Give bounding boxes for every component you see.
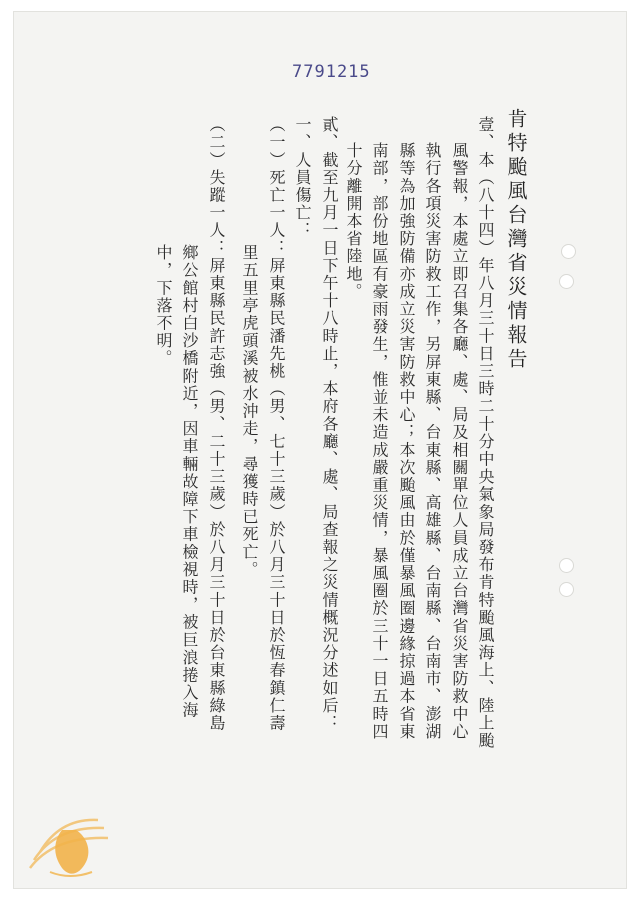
text-column: 十分離開本省陸地。 [344,142,363,301]
text-column: 風警報，本處立即召集各廳、處、局及相關單位人員成立台灣省災害防救中心 [450,142,469,741]
text-column: 貳、截至九月一日下午十八時止，本府各廳、處、局查報之災情概況分述如后： [320,116,339,732]
document-title: 肯特颱風台灣省災情報告 [504,108,528,372]
text-column: （一）死亡一人：屏東縣民潘先桃（男、七十三歲）於八月三十日於恆春鎮仁壽 [267,116,286,732]
punch-hole [559,274,574,289]
text-column: 一、人員傷亡： [293,116,312,240]
punch-hole [561,244,576,259]
text-column: 南部，部份地區有豪雨發生，惟並未造成嚴重災情，暴風圈於三十一日五時四 [370,142,389,741]
text-column: 鄉公館村白沙橋附近，因車輛故障下車檢視時，被巨浪捲入海 [180,244,199,720]
punch-hole [559,558,574,573]
punch-hole [559,582,574,597]
text-column: （二）失蹤一人：屏東縣民許志強（男、二十三歲）於八月三十日於台東縣綠島 [207,116,226,732]
archive-logo-icon [20,790,130,890]
archive-stamp-number: 7791215 [292,62,371,82]
text-column: 縣等為加強防備亦成立災害防救中心；本次颱風由於僅暴風圈邊緣掠過本省東 [397,142,416,741]
text-column: 執行各項災害防救工作，另屏東縣、台東縣、高雄縣、台南縣、台南市、澎湖 [423,142,442,741]
text-column: 中，下落不明。 [154,244,173,368]
document-page [14,12,626,888]
text-column: 里五里亭虎頭溪被水沖走，尋獲時已死亡。 [240,244,259,579]
text-column: 壹、本（八十四）年八月三十日三時二十分中央氣象局發布肯特颱風海上、陸上颱 [476,116,495,750]
